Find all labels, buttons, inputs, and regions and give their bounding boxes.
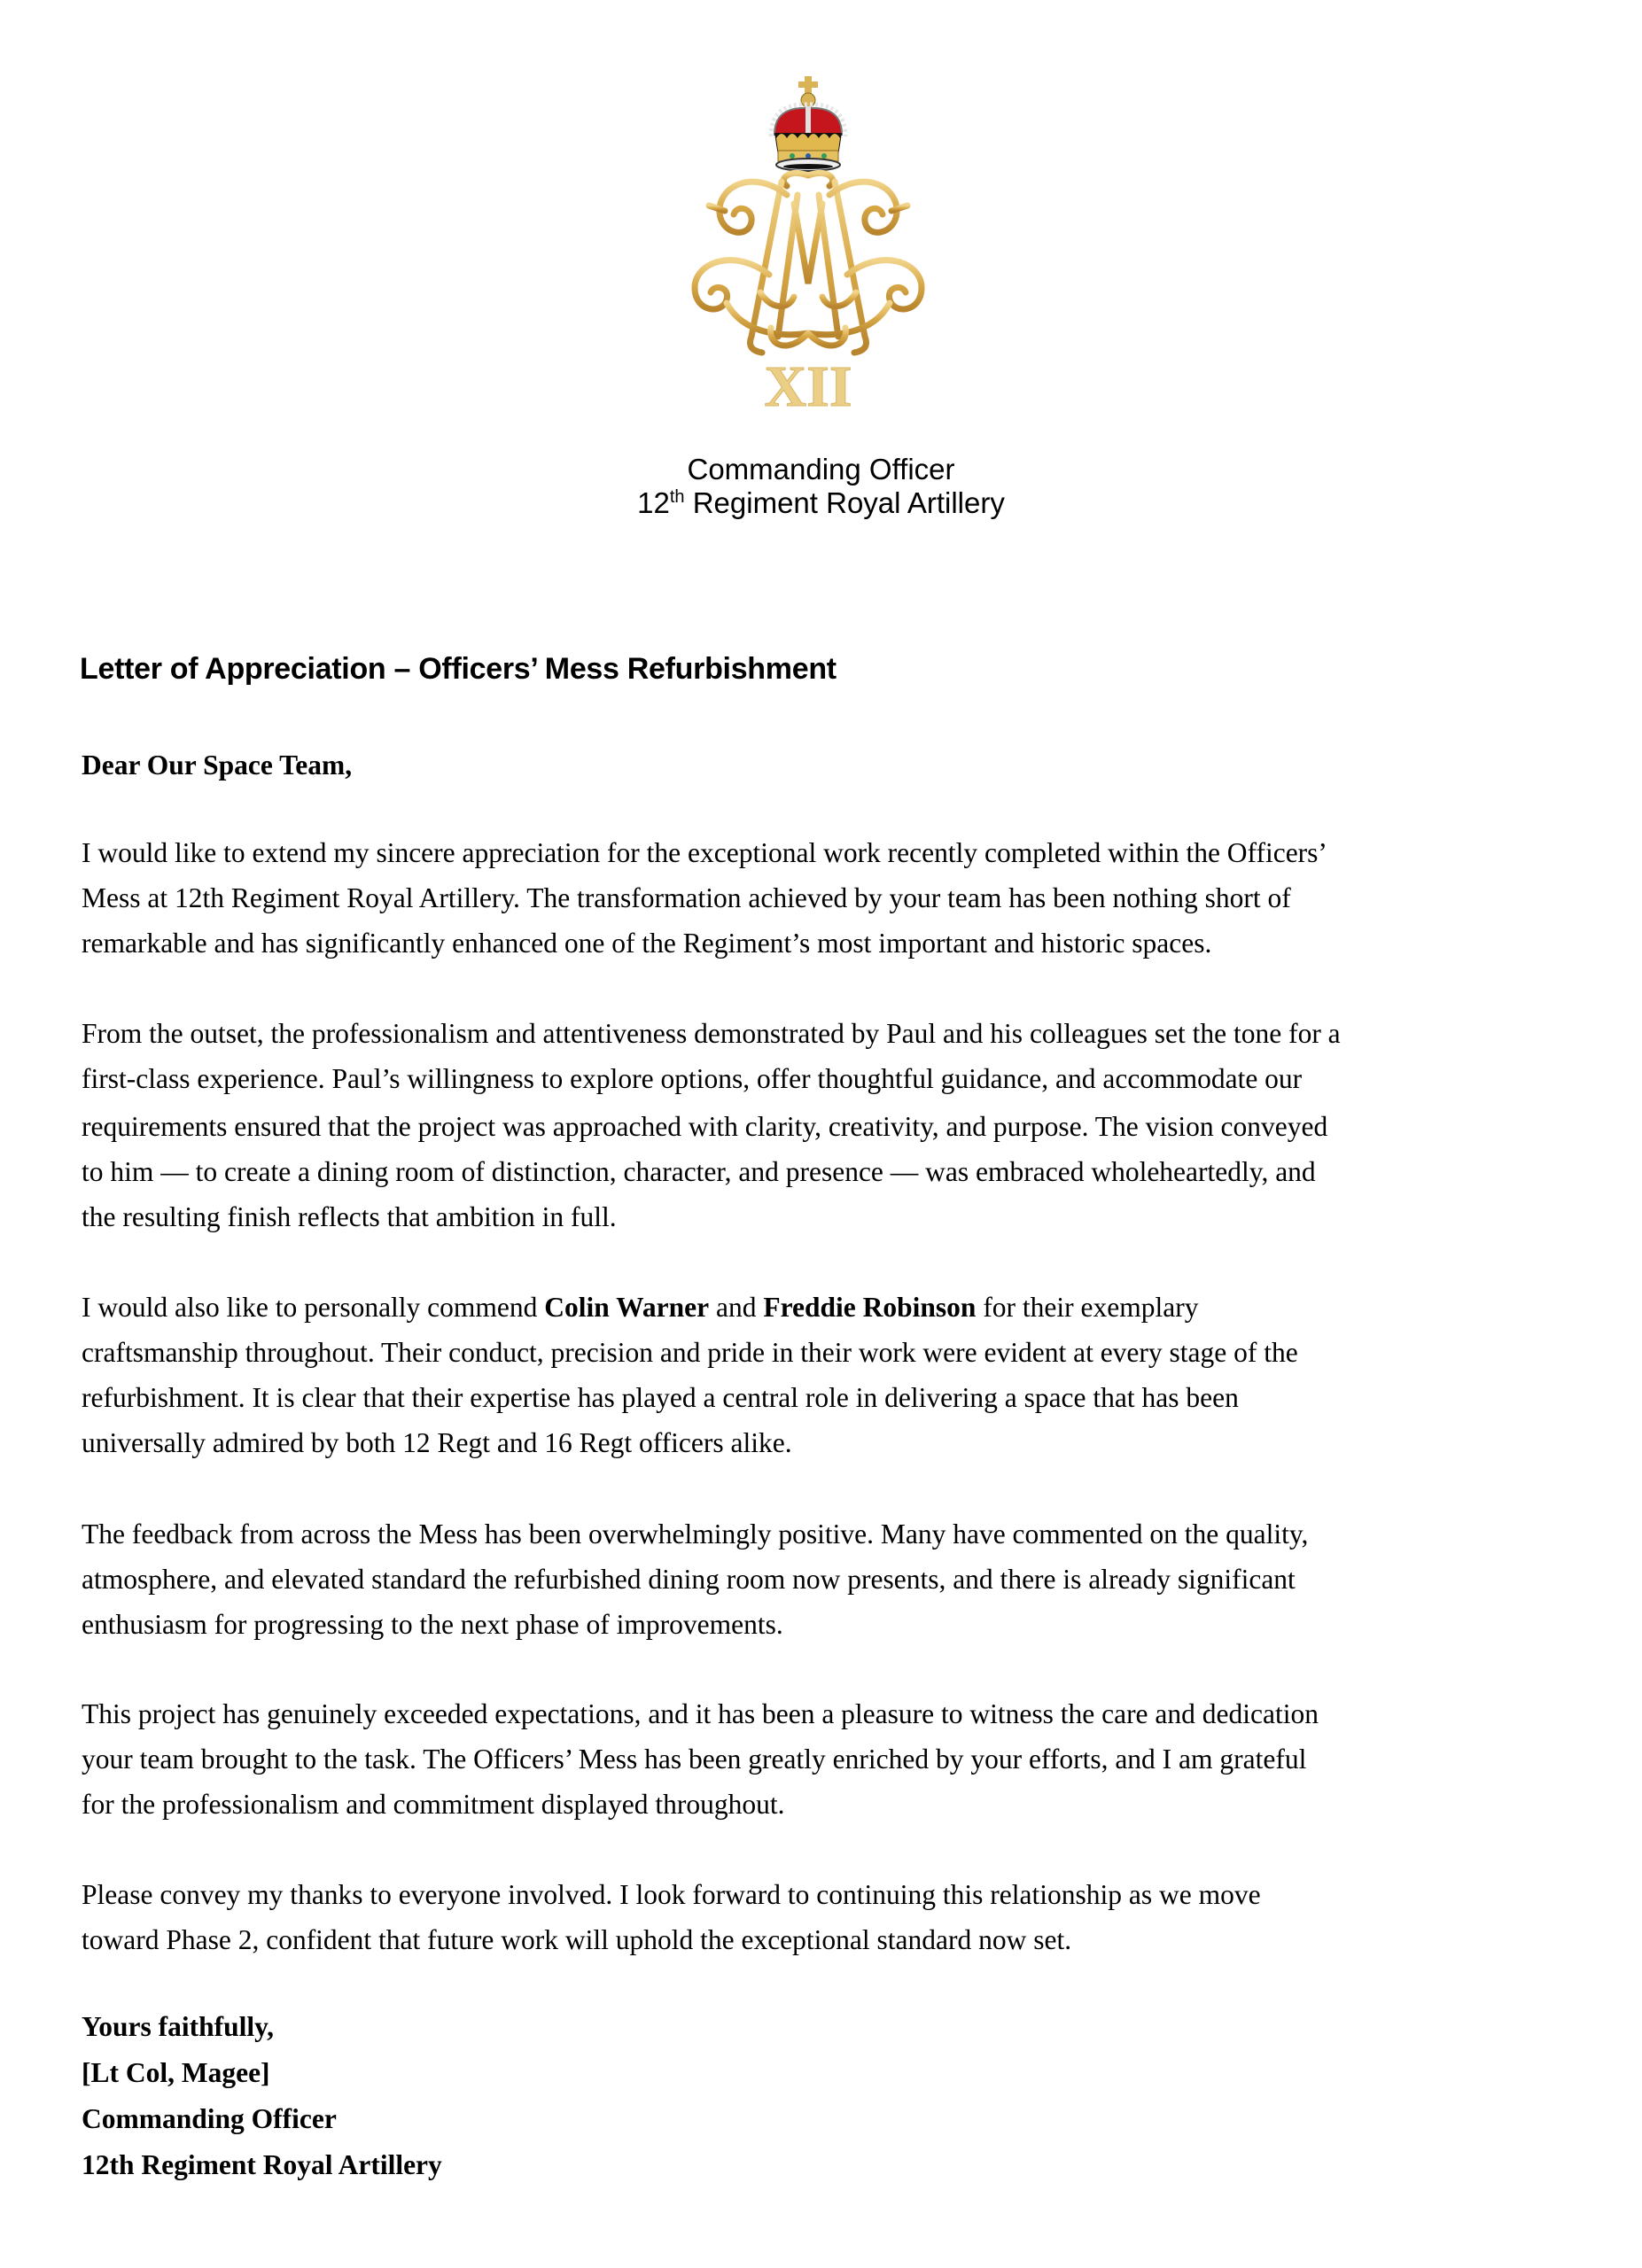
crest-numeral: XII [764,354,852,416]
paragraph-line: for the professionalism and commitment displayed throughout. [82,1789,785,1820]
text-run: and [709,1292,764,1323]
header-unit [0,487,1642,519]
paragraph-line: Mess at 12th Regiment Royal Artillery. The transformation achieved by your team has been nothing short of [82,882,1291,913]
signatory-unit: 12th Regiment Royal Artillery [82,2149,442,2180]
commended-name-1: Colin Warner [544,1292,710,1323]
letter-subject: Letter of Appreciation – Officers’ Mess Refurbishment [80,652,837,686]
signatory-title: Commanding Officer [82,2103,337,2134]
salutation: Dear Our Space Team, [82,750,353,781]
paragraph-line: universally admired by both 12 Regt and 16 Regt officers alike. [82,1427,792,1458]
paragraph-6 [82,1872,1588,1962]
paragraph-line: enthusiasm for progressing to the next phase of improvements. [82,1609,783,1640]
closing: Yours faithfully, [82,2011,275,2042]
paragraph-line: atmosphere, and elevated standard the refurbished dining room now presents, and there is already significant [82,1564,1296,1595]
crest-icon [682,71,939,416]
paragraph-line: your team brought to the task. The Officers’ Mess has been greatly enriched by your efforts, and I am grateful [82,1744,1307,1775]
paragraph-3 [82,1285,1588,1465]
monogram-icon [695,173,922,353]
paragraph-line: remarkable and has significantly enhanced one of the Regiment’s most important and historic spaces. [82,928,1212,959]
paragraph-line: I would like to extend my sincere appreciation for the exceptional work recently completed within the Officers’ [82,837,1327,868]
paragraph-line: toward Phase 2, confident that future work will uphold the exceptional standard now set. [82,1924,1072,1955]
paragraph-line [82,1285,1588,1330]
paragraph-line: to him — to create a dining room of distinction, character, and presence — was embraced wholeheartedly, and [82,1156,1316,1187]
paragraph-line: requirements ensured that the project was approached with clarity, creativity, and purpose. The vision conveyed [82,1111,1328,1142]
regimental-crest [682,71,939,416]
signatory-name: [Lt Col, Magee] [82,2057,270,2088]
header-unit-rest: Regiment Royal Artillery [684,486,1005,519]
signature-block [82,2004,442,2188]
paragraph-2 [82,1011,1588,1239]
paragraph-5 [82,1691,1588,1827]
paragraph-1 [82,830,1588,966]
paragraph-line: The feedback from across the Mess has been overwhelmingly positive. Many have commented on the quality, [82,1518,1309,1550]
header-unit-suffix: th [669,487,685,507]
crown-icon [771,76,845,171]
text-run: I would also like to personally commend [82,1292,545,1323]
paragraph-line: refurbishment. It is clear that their expertise has played a central role in delivering a space that has been [82,1382,1239,1413]
header-title: Commanding Officer [687,453,955,485]
text-run: for their exemplary [976,1292,1199,1323]
paragraph-line: craftsmanship throughout. Their conduct, precision and pride in their work were evident at every stage of the [82,1337,1298,1368]
paragraph-line: This project has genuinely exceeded expectations, and it has been a pleasure to witness the care and dedication [82,1698,1319,1729]
paragraph-4 [82,1511,1588,1647]
commended-name-2: Freddie Robinson [763,1292,977,1323]
paragraph-line: the resulting finish reflects that ambition in full. [82,1201,617,1232]
paragraph-line: first-class experience. Paul’s willingness to explore options, offer thoughtful guidance, and accommodate our [82,1063,1303,1094]
paragraph-line: Please convey my thanks to everyone involved. I look forward to continuing this relationship as we move [82,1879,1261,1910]
header-unit-number: 12 [637,486,670,519]
paragraph-line: From the outset, the professionalism and attentiveness demonstrated by Paul and his colleagues set the tone for a [82,1018,1341,1049]
